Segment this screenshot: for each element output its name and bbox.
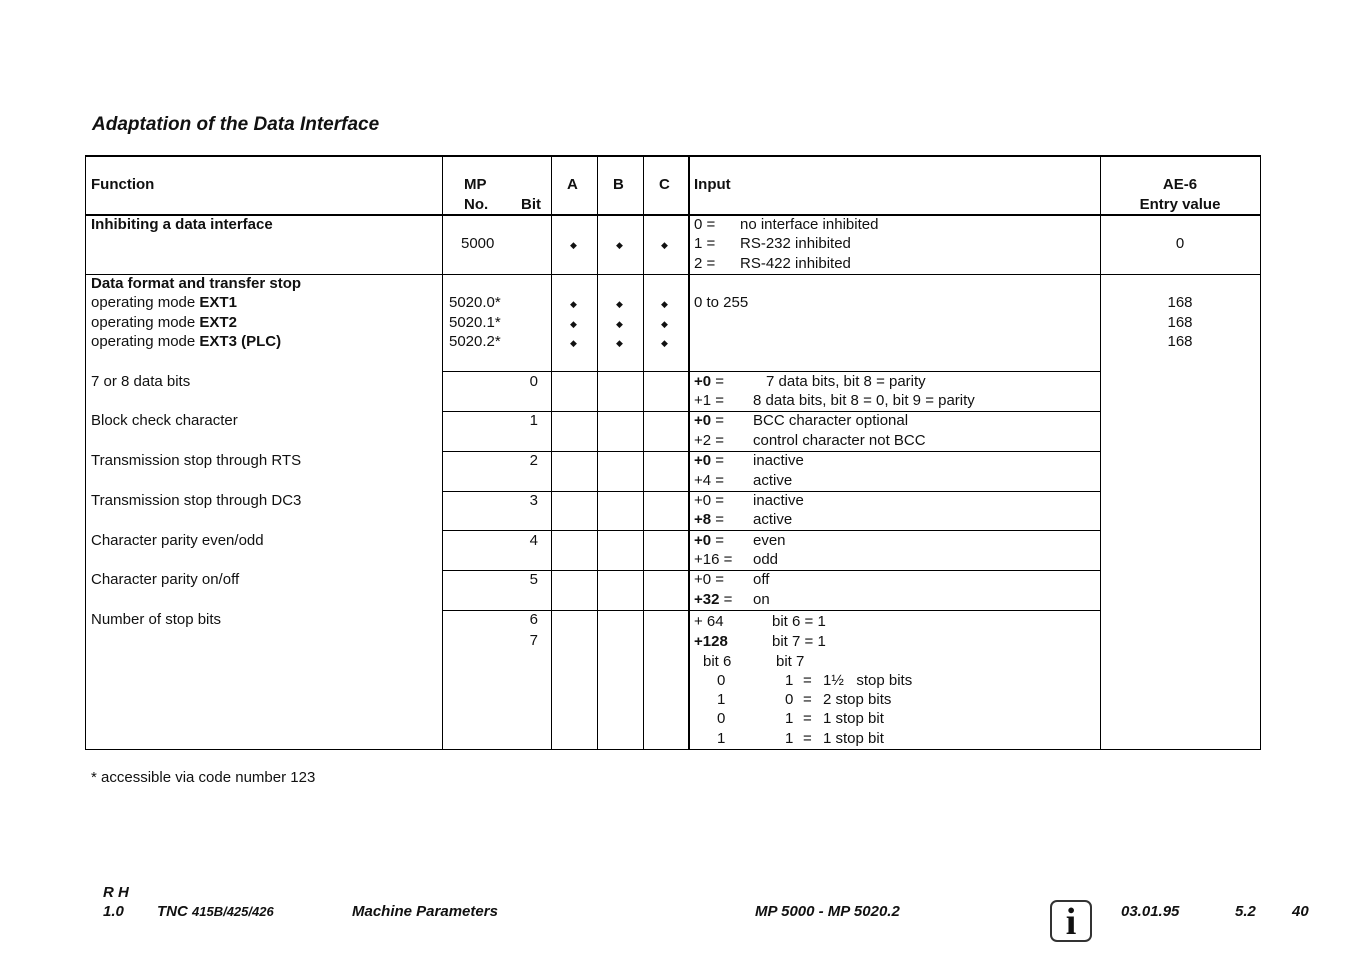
bit-desc: on <box>753 591 770 608</box>
bit-desc: BCC character optional <box>753 412 909 429</box>
footnote: * accessible via code number 123 <box>91 769 316 786</box>
bit-desc: off <box>753 571 770 588</box>
header-ae6: AE-6 <box>1162 176 1198 193</box>
format-mp: 5020.2* <box>449 333 501 350</box>
header-a: A <box>567 176 578 193</box>
diamond-marker: ◆ <box>661 338 668 348</box>
bit-label: Block check character <box>91 412 238 429</box>
format-entry: 168 <box>1167 294 1193 311</box>
diamond-marker: ◆ <box>661 319 668 329</box>
bit-desc: 7 data bits, bit 8 = parity <box>766 373 926 390</box>
footer-page-number: 40 <box>1292 903 1309 920</box>
bit-desc: 8 data bits, bit 8 = 0, bit 9 = parity <box>753 392 975 409</box>
header-b: B <box>613 176 624 193</box>
stopbits-desc: bit 6 = 1 <box>772 613 826 630</box>
bit-number: 1 <box>529 412 538 429</box>
bit-number: 5 <box>529 571 538 588</box>
diamond-marker: ◆ <box>661 299 668 309</box>
format-mode-label: operating mode EXT3 (PLC) <box>91 333 282 350</box>
stopbits-code: +128 <box>694 633 728 650</box>
format-mp: 5020.0* <box>449 294 501 311</box>
format-mode-label: operating mode EXT1 <box>91 294 237 311</box>
footer-version: 1.0 <box>103 903 124 920</box>
diamond-marker: ◆ <box>570 299 577 309</box>
bit-desc: active <box>753 472 793 489</box>
inhibit-input-code: 0 = <box>694 216 716 233</box>
bit-desc: active <box>753 511 793 528</box>
info-icon: i <box>1050 900 1092 942</box>
header-function: Function <box>91 176 155 193</box>
format-input: 0 to 255 <box>694 294 749 311</box>
footer-section-title: Machine Parameters <box>352 903 498 920</box>
format-function: Data format and transfer stop <box>91 275 302 292</box>
inhibit-mp: 5000 <box>461 235 495 252</box>
bit-label: Character parity on/off <box>91 571 240 588</box>
footer-rh: R H <box>103 884 129 901</box>
inhibit-entry: 0 <box>1175 235 1185 252</box>
diamond-marker: ◆ <box>661 240 668 250</box>
bit-number: 3 <box>529 492 538 509</box>
stopbits-col-header: bit 7 <box>776 653 805 670</box>
bit-number: 2 <box>529 452 538 469</box>
inhibit-input-text: no interface inhibited <box>740 216 879 233</box>
footer-chapter: 5.2 <box>1235 903 1256 920</box>
bit-label: Character parity even/odd <box>91 532 264 549</box>
format-entry: 168 <box>1167 333 1193 350</box>
bit-desc: inactive <box>753 452 804 469</box>
diamond-marker: ◆ <box>570 240 577 250</box>
header-no: No. <box>464 196 489 213</box>
bit-label: 7 or 8 data bits <box>91 373 191 390</box>
header-input: Input <box>694 176 731 193</box>
header-bit: Bit <box>521 196 541 213</box>
diamond-marker: ◆ <box>616 338 623 348</box>
format-mode-label: operating mode EXT2 <box>91 314 237 331</box>
inhibit-input-code: 2 = <box>694 255 716 272</box>
bit-number: 7 <box>529 632 538 649</box>
diamond-marker: ◆ <box>616 319 623 329</box>
page-title: Adaptation of the Data Interface <box>92 114 380 135</box>
format-mp: 5020.1* <box>449 314 501 331</box>
stopbits-label: Number of stop bits <box>91 611 222 628</box>
footer-product: TNC 415B/425/426 <box>157 903 274 920</box>
inhibit-input-text: RS-232 inhibited <box>740 235 851 252</box>
bit-number: 4 <box>529 532 538 549</box>
header-mp: MP <box>464 176 487 193</box>
bit-number: 0 <box>529 373 538 390</box>
diamond-marker: ◆ <box>570 338 577 348</box>
header-entry-value: Entry value <box>1139 196 1221 213</box>
inhibit-input-code: 1 = <box>694 235 716 252</box>
stopbits-code: + 64 <box>694 613 724 630</box>
stopbits-desc: bit 7 = 1 <box>772 633 826 650</box>
bit-desc: control character not BCC <box>753 432 926 449</box>
inhibit-input-text: RS-422 inhibited <box>740 255 851 272</box>
bit-number: 6 <box>529 611 538 628</box>
diamond-marker: ◆ <box>570 319 577 329</box>
bit-label: Transmission stop through DC3 <box>91 492 302 509</box>
bit-label: Transmission stop through RTS <box>91 452 302 469</box>
header-c: C <box>659 176 670 193</box>
bit-desc: even <box>753 532 786 549</box>
format-entry: 168 <box>1167 314 1193 331</box>
stopbits-col-header: bit 6 <box>703 653 732 670</box>
bit-desc: inactive <box>753 492 804 509</box>
diamond-marker: ◆ <box>616 299 623 309</box>
diamond-marker: ◆ <box>616 240 623 250</box>
inhibit-function: Inhibiting a data interface <box>91 216 273 233</box>
bit-desc: odd <box>753 551 779 568</box>
footer-date: 03.01.95 <box>1121 903 1180 920</box>
footer-mp-range: MP 5000 - MP 5020.2 <box>755 903 900 920</box>
